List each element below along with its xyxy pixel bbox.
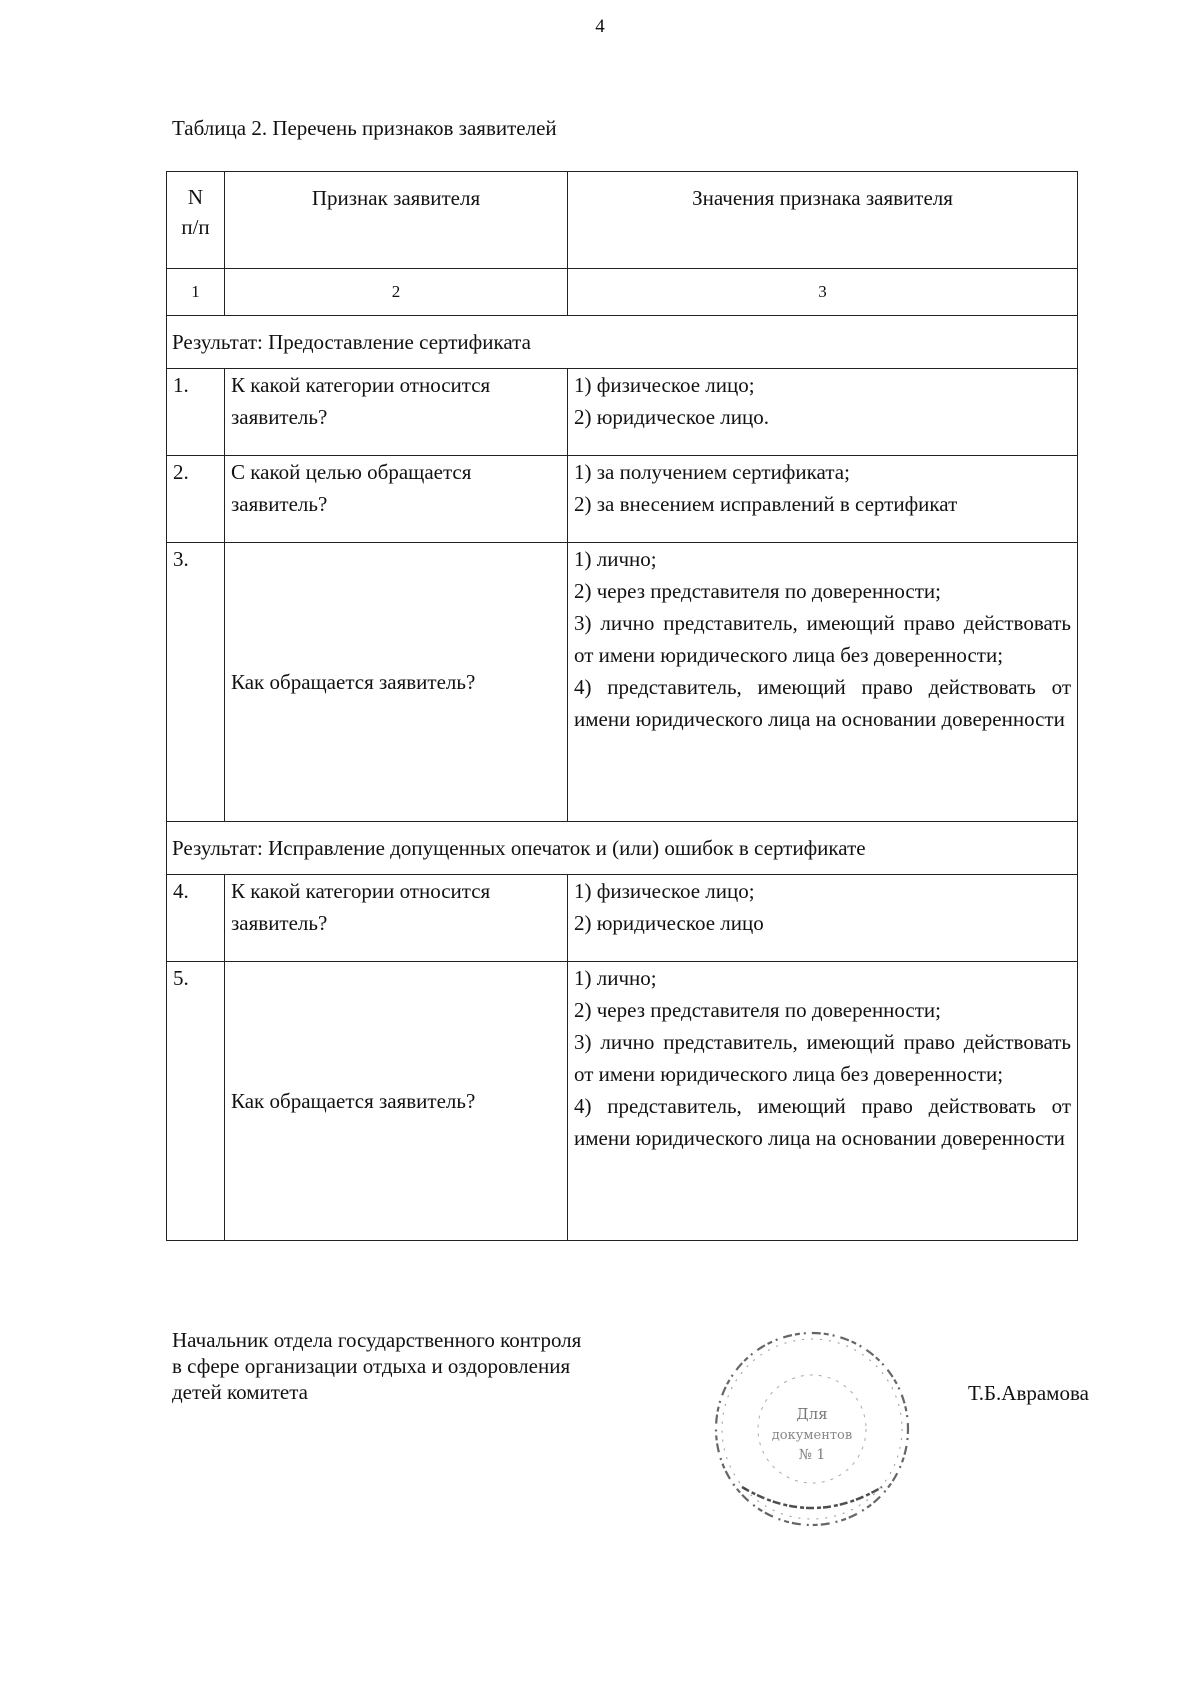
row-number: 3. xyxy=(167,543,225,822)
values-cell xyxy=(568,875,1078,962)
signatory-position-line: детей комитета xyxy=(172,1380,309,1404)
header-values: Значения признака заявителя xyxy=(568,172,1078,269)
value-item: 3) лично представитель, имеющий право действовать от имени юридического лица без доверенности; xyxy=(574,1030,1071,1086)
column-index-row xyxy=(167,269,1078,316)
value-item: 2) через представителя по доверенности; xyxy=(574,998,942,1022)
header-number xyxy=(167,172,225,269)
criterion-line: К какой категории относится xyxy=(231,879,491,903)
table-row xyxy=(167,369,1078,456)
section-row xyxy=(167,316,1078,369)
values-cell xyxy=(568,543,1078,822)
column-index: 1 xyxy=(167,269,225,316)
criterion-line: заявитель? xyxy=(231,405,328,429)
value-item: 2) за внесением исправлений в сертификат xyxy=(574,492,958,516)
table-row xyxy=(167,456,1078,543)
section-title: Результат: Исправление допущенных опечаток и (или) ошибок в сертификате xyxy=(167,822,1078,875)
svg-text:документов: документов xyxy=(771,1428,853,1443)
table-row xyxy=(167,543,1078,822)
criterion-line: С какой целью обращается xyxy=(231,460,472,484)
criterion-line: К какой категории относится xyxy=(231,373,491,397)
column-index: 2 xyxy=(225,269,568,316)
criterion-line: заявитель? xyxy=(231,492,328,516)
value-item: 1) физическое лицо; xyxy=(574,879,755,903)
column-index: 3 xyxy=(568,269,1078,316)
values-cell xyxy=(568,456,1078,543)
header-number-line1: N xyxy=(187,185,204,209)
row-number: 2. xyxy=(167,456,225,543)
table-header-row xyxy=(167,172,1078,269)
header-number-line2: п/п xyxy=(181,215,210,239)
applicant-criteria-table xyxy=(166,171,1078,1241)
values-cell xyxy=(568,369,1078,456)
svg-text:Для: Для xyxy=(796,1405,828,1423)
official-stamp xyxy=(702,1319,922,1539)
value-item: 1) лично; xyxy=(574,547,657,571)
value-item: 1) физическое лицо; xyxy=(574,373,755,397)
criterion-cell xyxy=(225,875,568,962)
values-cell xyxy=(568,962,1078,1241)
criterion-cell xyxy=(225,369,568,456)
value-item: 4) представитель, имеющий право действовать от имени юридического лица на основании доверенности xyxy=(574,675,1071,731)
value-item: 1) лично; xyxy=(574,966,657,990)
criterion-cell: Как обращается заявитель? xyxy=(225,543,568,822)
value-item: 1) за получением сертификата; xyxy=(574,460,850,484)
row-number: 4. xyxy=(167,875,225,962)
table-row xyxy=(167,875,1078,962)
row-number: 1. xyxy=(167,369,225,456)
table-row xyxy=(167,962,1078,1241)
value-item: 2) юридическое лицо. xyxy=(574,405,769,429)
criterion-cell xyxy=(225,456,568,543)
value-item: 3) лично представитель, имеющий право действовать от имени юридического лица без доверенности; xyxy=(574,611,1071,667)
signatory-position-line: Начальник отдела государственного контроля xyxy=(172,1328,582,1352)
signatory-position xyxy=(172,1327,581,1405)
value-item: 2) через представителя по доверенности; xyxy=(574,579,942,603)
svg-text:№ 1: № 1 xyxy=(798,1447,826,1463)
signer-name: Т.Б.Аврамова xyxy=(968,1381,1089,1405)
page-number: 4 xyxy=(595,16,605,37)
table-caption: Таблица 2. Перечень признаков заявителей xyxy=(172,116,557,140)
section-title: Результат: Предоставление сертификата xyxy=(167,316,1078,369)
signatory-position-line: в сфере организации отдыха и оздоровления xyxy=(172,1354,571,1378)
row-number: 5. xyxy=(167,962,225,1241)
section-row xyxy=(167,822,1078,875)
header-criterion: Признак заявителя xyxy=(225,172,568,269)
value-item: 2) юридическое лицо xyxy=(574,911,764,935)
value-item: 4) представитель, имеющий право действовать от имени юридического лица на основании доверенности xyxy=(574,1094,1071,1150)
criterion-line: заявитель? xyxy=(231,911,328,935)
criterion-cell: Как обращается заявитель? xyxy=(225,962,568,1241)
